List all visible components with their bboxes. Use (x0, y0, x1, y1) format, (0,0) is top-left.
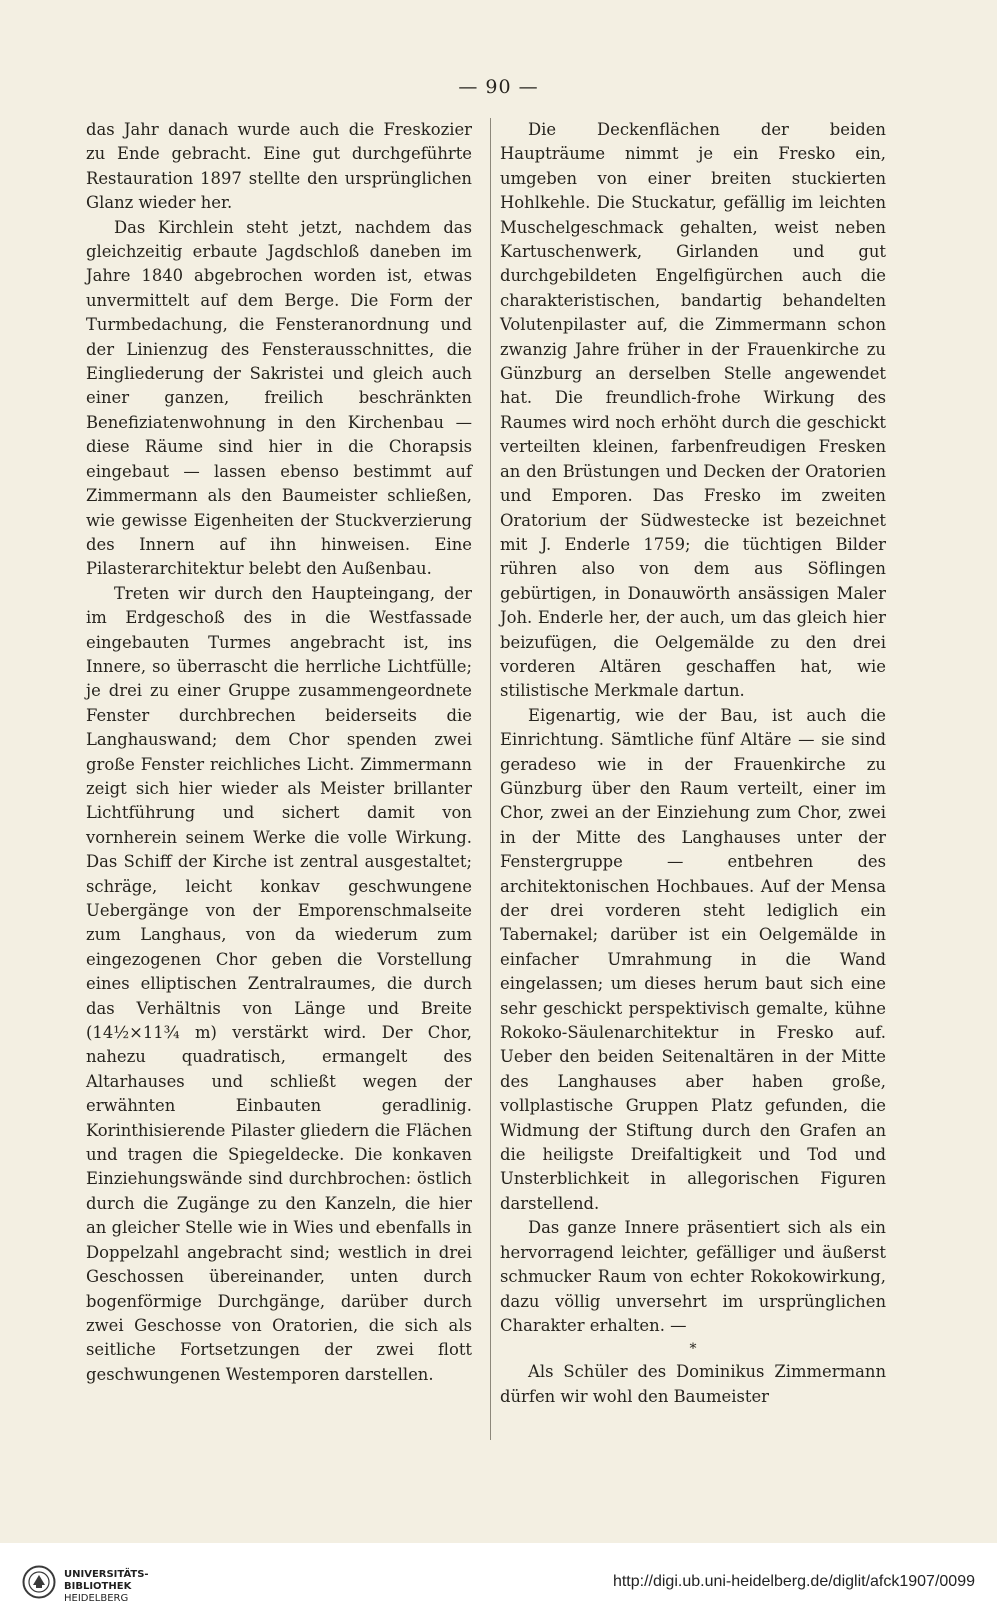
left-column (86, 118, 472, 1387)
logo-line: BIBLIOTHEK (64, 1581, 132, 1592)
paragraph: Treten wir durch den Haupteingang, der im Erdgeschoß des in die Westfassade eingebauten Turmes angebracht ist, ins Innere, so überrascht die herrliche Lichtfülle; je drei zu einer Gruppe zusammengeordnete Fenster durchbrechen beiderseits die Langhauswand; dem Chor spenden zwei große Fenster reichliches Licht. Zimmermann zeigt sich hier wieder als Meister brillanter Lichtführung und sichert damit von vornherein seinem Werke die volle Wirkung. Das Schiff der Kirche ist zentral ausgestaltet; schräge, leicht konkav geschwungene Uebergänge von der Emporenschmalseite zum Langhaus, von da wiederum zum eingezogenen Chor geben die Vorstellung eines elliptischen Zentralraumes, die durch das Verhältnis von Länge und Breite (14½×11¾ m) verstärkt wird. Der Chor, nahezu quadratisch, ermangelt des Altarhauses und schließt wegen der erwähnten Einbauten geradlinig. Korinthisierende Pilaster gliedern die Flächen und tragen die Spiegeldecke. Die konkaven Einziehungswände sind durchbrochen: östlich durch die Zugänge zu den Kanzeln, die hier an gleicher Stelle wie in Wies und ebenfalls in Doppelzahl angebracht sind; westlich in drei Geschossen übereinander, unten durch bogenförmige Durchgänge, darüber durch zwei Geschosse von Oratorien, die sich als seitliche Fortsetzungen der zwei flott geschwungenen Westemporen darstellen. (86, 583, 472, 1384)
logo-line: UNIVERSITÄTS- (64, 1569, 149, 1580)
paragraph: das Jahr danach wurde auch die Freskozier zu Ende gebracht. Eine gut durchgeführte Restauration 1897 stellte den ursprünglichen Glanz wieder her. (86, 120, 472, 213)
paragraph: Als Schüler des Dominikus Zimmermann dürfen wir wohl den Baumeister (500, 1362, 886, 1406)
source-url-link[interactable]: http://digi.ub.uni-heidelberg.de/diglit/afck1907/0099 (612, 1573, 975, 1590)
paragraph: Die Deckenflächen der beiden Haupträume nimmt je ein Fresko ein, umgeben von einer breiten stuckierten Hohlkehle. Die Stuckatur, gefällig im leichten Muschelgeschmack gehalten, weist neben Kartuschenwerk, Girlanden und gut durchgebildeten Engelfigürchen auch die charakteristischen, bandartig behandelten Volutenpilaster auf, die Zimmermann schon zwanzig Jahre früher in der Frauenkirche zu Günzburg an derselben Stelle angewendet hat. Die freundlich-frohe Wirkung des Raumes wird noch erhöht durch die geschickt verteilten kleinen, farbenfreudigen Fresken an den Brüstungen und Decken der Oratorien und Emporen. Das Fresko im zweiten Oratorium der Südwestecke ist bezeichnet mit J. Enderle 1759; die tüchtigen Bilder rühren also von dem aus Söflingen gebürtigen, in Donauwörth ansässigen Maler Joh. Enderle her, der auch, um das gleich hier beizufügen, die Oelgemälde zu den drei vorderen Altären geschaffen hat, wie stilistische Merkmale dartun. (500, 120, 886, 701)
column-divider (490, 118, 491, 1440)
page-number: — 90 — (458, 76, 539, 98)
university-seal-icon (22, 1565, 56, 1599)
library-logo-text (64, 1569, 149, 1605)
paragraph: Das Kirchlein steht jetzt, nachdem das gleichzeitig erbaute Jagdschloß daneben im Jahre 1840 abgebrochen worden ist, etwas unvermittelt auf dem Berge. Die Form der Turmbedachung, die Fensteranordnung und der Linienzug des Fensterausschnittes, die Eingliederung der Sakristei und gleich auch einer ganzen, freilich beschränkten Benefiziatenwohnung in den Kirchenbau — diese Räume sind hier in die Chorapsis eingebaut — lassen ebenso bestimmt auf Zimmermann als den Baumeister schließen, wie gewisse Eigenheiten der Stuckverzierung des Innern auf ihn hinweisen. Eine Pilasterarchitektur belebt den Außenbau. (86, 217, 472, 579)
paragraph: Eigenartig, wie der Bau, ist auch die Einrichtung. Sämtliche fünf Altäre — sie sind geradeso wie in der Frauenkirche zu Günzburg über den Raum verteilt, einer im Chor, zwei an der Einziehung zum Chor, zwei in der Mitte des Langhauses unter der Fenstergruppe — entbehren des architektonischen Hochbaues. Auf der Mensa der drei vorderen steht lediglich ein Tabernakel; darüber ist ein Oelgemälde in einfacher Umrahmung in die Wand eingelassen; um dieses herum baut sich eine sehr geschickt perspektivisch gemalte, kühne Rokoko-Säulenarchitektur in Fresko auf. Ueber den beiden Seitenaltären in der Mitte des Langhauses aber haben große, vollplastische Gruppen Platz gefunden, die Widmung der Stiftung durch den Grafen an die heiligste Dreifaltigkeit und Tod und Unsterblichkeit in allegorischen Figuren darstellend. (500, 705, 886, 1213)
section-separator: * (689, 1341, 697, 1358)
footer-bar (0, 1543, 997, 1621)
logo-line: HEIDELBERG (64, 1593, 129, 1604)
right-column (500, 118, 886, 1409)
paragraph: Das ganze Innere präsentiert sich als ein hervorragend leichter, gefälliger und äußerst schmucker Raum von echter Rokokowirkung, dazu völlig unversehrt im ursprünglichen Charakter erhalten. — (500, 1218, 886, 1335)
